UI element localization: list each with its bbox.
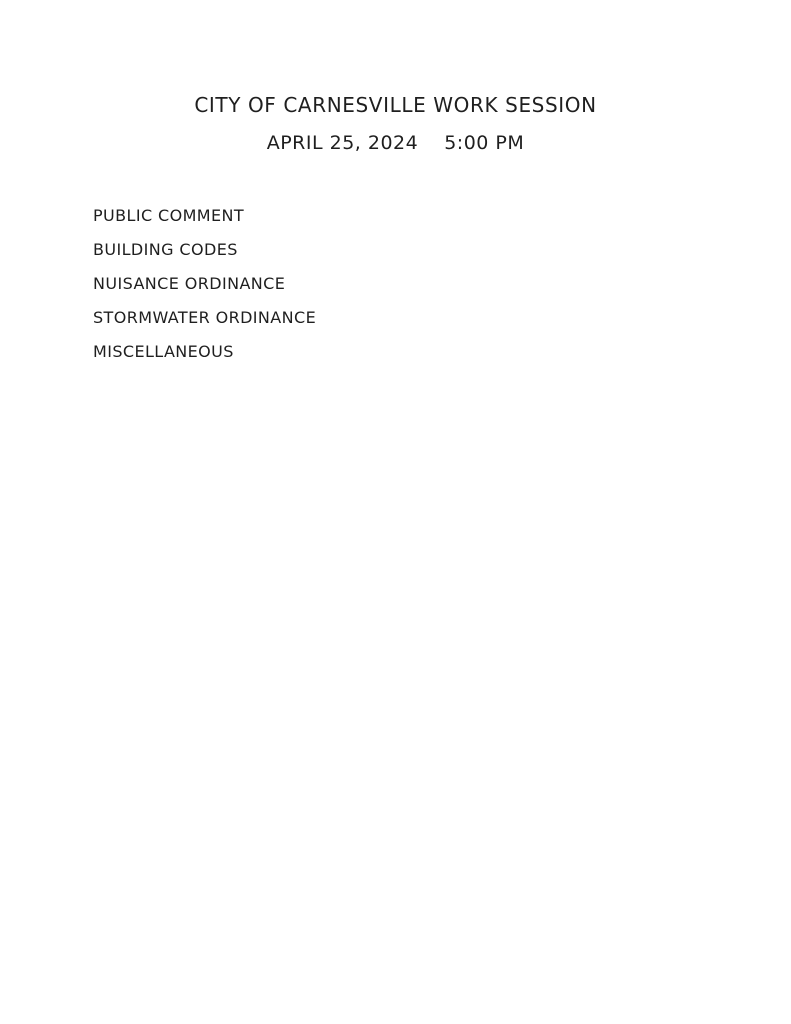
agenda-item-nuisance-ordinance: NUISANCE ORDINANCE (93, 274, 286, 293)
session-datetime (0, 132, 791, 154)
session-date: APRIL 25, 2024 (266, 132, 419, 154)
agenda-item-miscellaneous: MISCELLANEOUS (93, 342, 234, 361)
session-time: 5:00 PM (444, 132, 525, 154)
agenda-item-building-codes: BUILDING CODES (93, 240, 238, 259)
document-header (0, 0, 791, 154)
agenda-item-public-comment: PUBLIC COMMENT (93, 206, 245, 225)
agenda-item-stormwater-ordinance: STORMWATER ORDINANCE (93, 308, 317, 327)
agenda-list (93, 206, 791, 361)
page-title: CITY OF CARNESVILLE WORK SESSION (194, 93, 597, 117)
